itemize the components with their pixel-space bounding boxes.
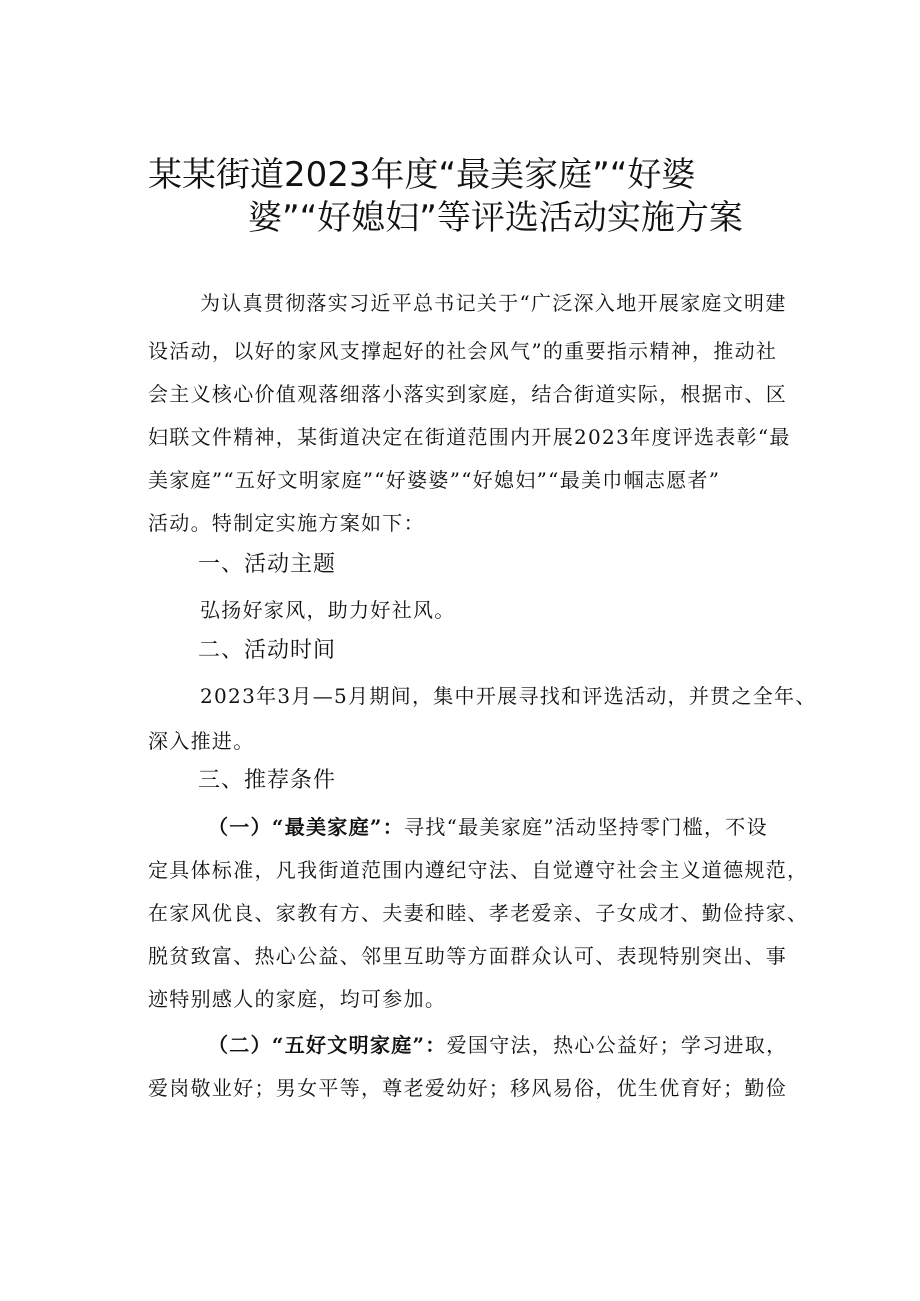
condition-2-line: 爱岗敬业好；男女平等，尊老爱幼好；移风易俗，优生优育好；勤俭	[148, 1076, 787, 1100]
theme-text: 弘扬好家风，助力好社风。	[200, 598, 456, 622]
title-line-1: 某某街道2023年度“最美家庭”“好婆	[148, 155, 696, 195]
intro-line: 会主义核心价值观落细落小落实到家庭，结合街道实际，根据市、区	[148, 382, 787, 406]
condition-1-line: 在家风优良、家教有方、夫妻和睦、孝老爱亲、子女成才、勤俭持家、	[148, 901, 809, 925]
condition-2-label: （二）“五好文明家庭”：	[208, 1033, 447, 1057]
time-line: 深入推进。	[148, 729, 255, 753]
section-heading-conditions: 三、推荐条件	[198, 768, 337, 793]
intro-line: 活动。特制定实施方案如下：	[148, 511, 425, 535]
section-heading-time: 二、活动时间	[198, 638, 337, 663]
condition-2-first-line	[208, 1031, 787, 1059]
condition-1-text: 寻找“最美家庭”活动坚持零门槛，不设	[404, 815, 768, 839]
condition-1-label: （一）“最美家庭”：	[208, 815, 405, 839]
condition-1-line: 脱贫致富、热心公益、邻里互助等方面群众认可、表现特别突出、事	[148, 944, 787, 968]
section-heading-theme: 一、活动主题	[198, 552, 337, 577]
condition-1-line: 定具体标准，凡我街道范围内遵纪守法、自觉遵守社会主义道德规范，	[148, 858, 809, 882]
time-line: 2023年3月—5月期间，集中开展寻找和评选活动，并贯之全年、	[200, 684, 817, 708]
title-line-2: 婆”“好媳妇”等评选活动实施方案	[248, 198, 743, 238]
intro-line: 设活动，以好的家风支撑起好的社会风气”的重要指示精神，推动社	[148, 339, 778, 363]
condition-1-line: 迹特别感人的家庭，均可参加。	[148, 987, 447, 1011]
condition-1-first-line	[208, 813, 768, 841]
intro-line: 妇联文件精神，某街道决定在街道范围内开展2023年度评选表彰“最	[148, 425, 791, 449]
intro-line: 为认真贯彻落实习近平总书记关于“广泛深入地开展家庭文明建	[200, 291, 787, 315]
condition-2-text: 爱国守法，热心公益好；学习进取，	[446, 1033, 788, 1057]
intro-line: 美家庭”“五好文明家庭”“好婆婆”“好媳妇”“最美巾帼志愿者”	[148, 468, 721, 492]
